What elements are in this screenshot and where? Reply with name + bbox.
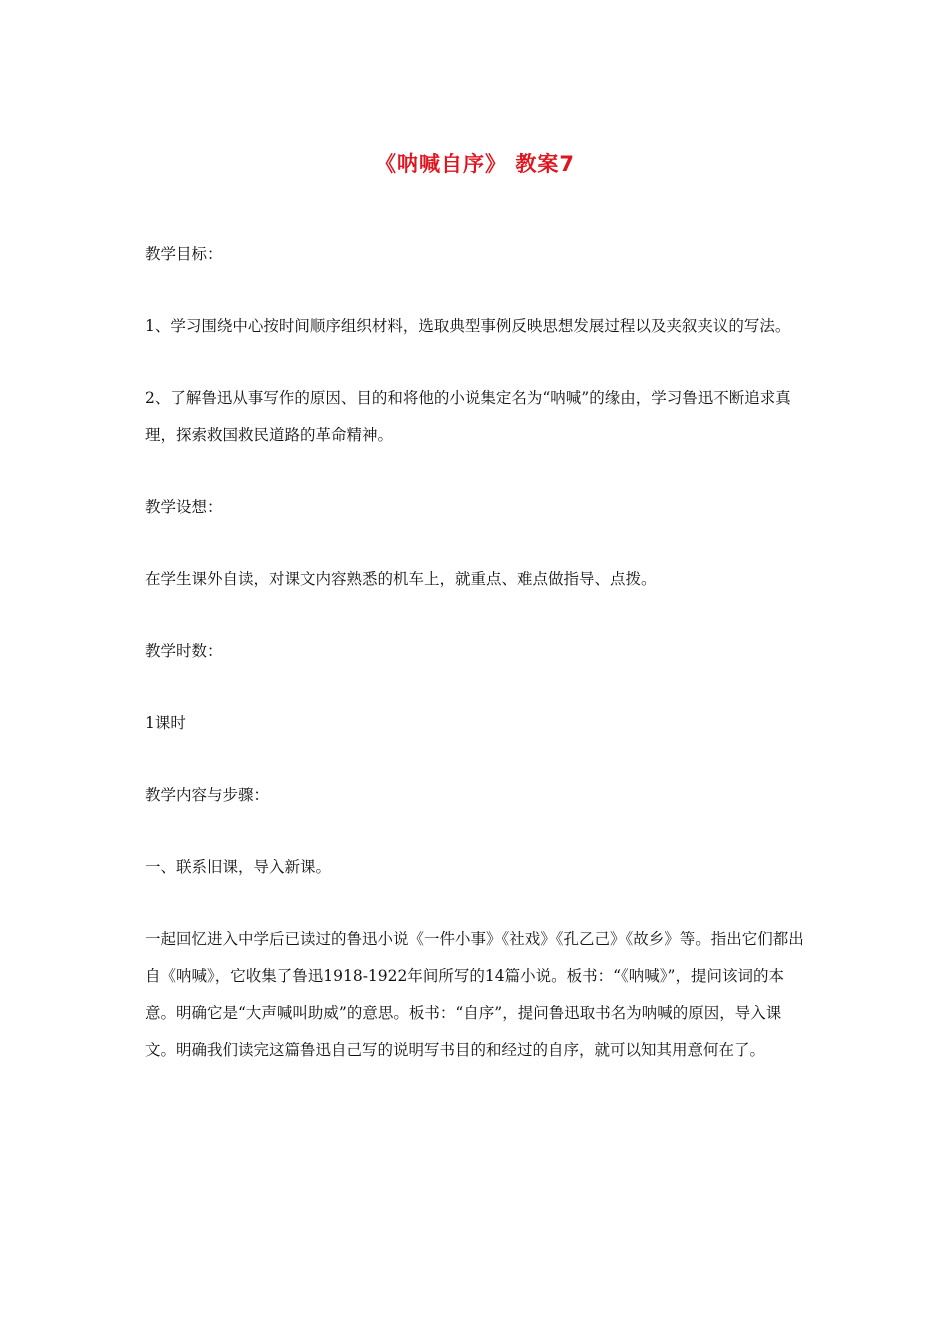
step-one-text: 一起回忆进入中学后已读过的鲁迅小说《一件小事》《社戏》《孔乙己》《故乡》等。指出它们都出自《呐喊》，它收集了鲁迅1918-1922年间所写的14篇小说。板书：“《呐喊》”，提问该词的本意。明确它是“大声喊叫助威”的意思。板书：“自序”，提问鲁迅取书名为呐喊的原因，导入课文。明确我们读完这篇鲁迅自己写的说明写书目的和经过的自序，就可以知其用意何在了。 — [145, 930, 804, 1059]
heading-teaching-plan: 教学设想： — [145, 498, 223, 516]
document-body — [145, 236, 807, 1069]
heading-teaching-goals: 教学目标： — [145, 245, 223, 263]
teaching-hours-text: 1课时 — [145, 714, 186, 732]
heading-teaching-hours: 教学时数： — [145, 642, 223, 660]
goal-item-1: 1、学习围绕中心按时间顺序组织材料，选取典型事例反映思想发展过程以及夹叙夹议的写法。 — [145, 317, 791, 335]
teaching-plan-text: 在学生课外自读，对课文内容熟悉的机车上，就重点、难点做指导、点拨。 — [145, 570, 657, 588]
heading-content-steps: 教学内容与步骤： — [145, 786, 270, 804]
goal-item-2: 2、了解鲁迅从事写作的原因、目的和将他的小说集定名为“呐喊”的缘由，学习鲁迅不断追求真理，探索救国救民道路的革命精神。 — [145, 389, 791, 444]
step-one-heading: 一、联系旧课，导入新课。 — [145, 858, 332, 876]
document-title: 《呐喊自序》 教案7 — [375, 152, 575, 176]
